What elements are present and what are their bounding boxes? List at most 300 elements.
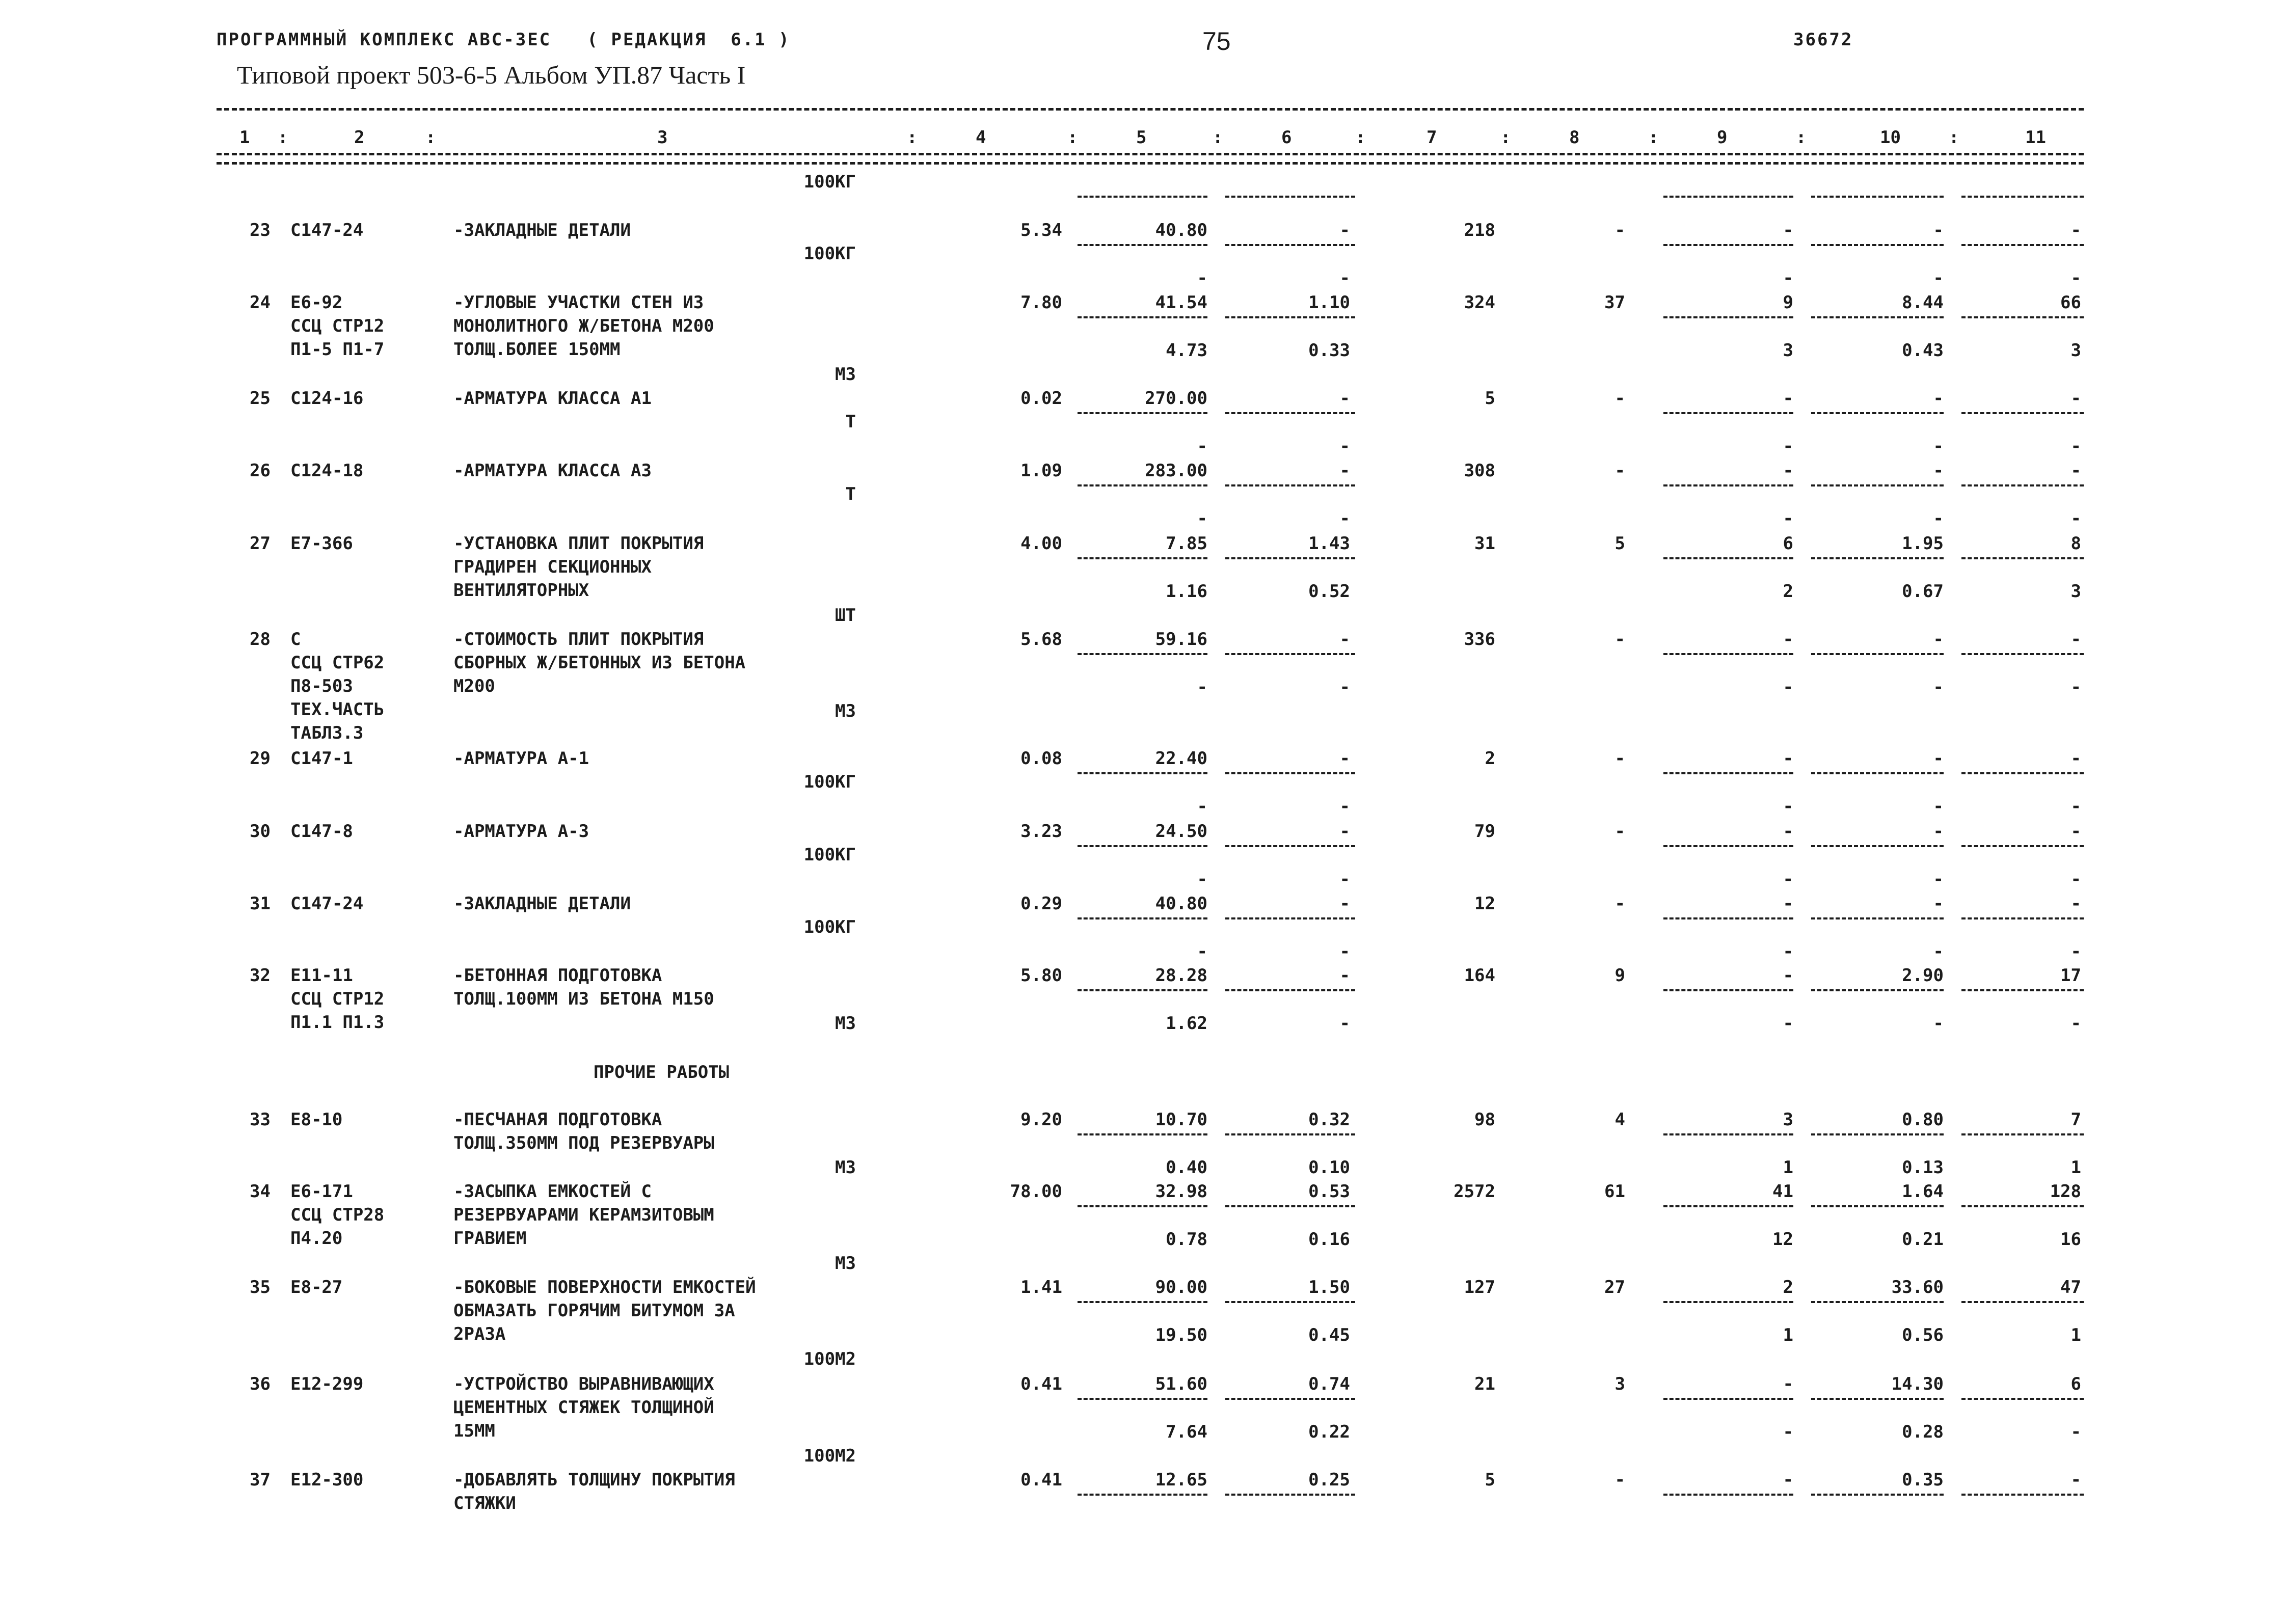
row-number: 24 (250, 292, 271, 313)
value-divider (1961, 244, 2084, 246)
value-divider (1811, 316, 1944, 318)
work-description: -ДОБАВЛЯТЬ ТОЛЩИНУ ПОКРЫТИЯ (453, 1470, 735, 1490)
value-divider (1225, 917, 1355, 919)
unit-wage-value: 1.10 (1308, 292, 1350, 313)
unit-cost-value: 40.80 (1155, 220, 1207, 240)
work-description: -УСТРОЙСТВО ВЫРАВНИВАЮЩИХ (453, 1374, 714, 1394)
machine-cost-sub-value: - (1783, 677, 1793, 697)
column-header-5: 5 (1136, 127, 1147, 148)
work-description: ТОЛЩ.350ММ ПОД РЕЗЕРВУАРЫ (453, 1133, 714, 1153)
work-description: ТОЛЩ.БОЛЕЕ 150ММ (453, 339, 621, 360)
unit-cost-value: 59.16 (1155, 629, 1207, 649)
work-description: ТОЛЩ.100ММ ИЗ БЕТОНА М150 (453, 989, 714, 1009)
unit-cost-value: 51.60 (1155, 1374, 1207, 1394)
total-cost-value: 324 (1464, 292, 1495, 313)
labor-total-value: 128 (2050, 1181, 2081, 1202)
value-divider (1811, 772, 1944, 774)
unit-wage-value: - (1339, 894, 1350, 914)
resource-code: ССЦ СТР62 (290, 653, 385, 673)
header-rule (217, 153, 2084, 155)
unit-wage-sub-value: - (1339, 268, 1350, 288)
total-wage-value: 61 (1604, 1181, 1625, 1202)
value-divider (1078, 1133, 1207, 1135)
unit-of-measure: 100КГ (803, 772, 856, 792)
value-divider (1961, 1205, 2084, 1207)
work-description: СБОРНЫХ Ж/БЕТОННЫХ ИЗ БЕТОНА (453, 653, 746, 673)
machine-cost-value: - (1783, 1470, 1793, 1490)
labor-norm-value: 1.95 (1902, 533, 1944, 554)
labor-total-sub-value: 1 (2070, 1325, 2081, 1345)
value-divider (1078, 244, 1207, 246)
value-divider (1663, 484, 1793, 486)
labor-norm-sub-value: - (1933, 508, 1944, 529)
work-description: -ПЕСЧАНАЯ ПОДГОТОВКА (453, 1109, 662, 1130)
unit-cost-value: 22.40 (1155, 748, 1207, 769)
value-divider (1663, 1398, 1793, 1400)
labor-total-value: - (2070, 821, 2081, 842)
work-description: -ЗАСЫПКА ЕМКОСТЕЙ С (453, 1181, 652, 1202)
total-cost-value: 31 (1474, 533, 1495, 554)
value-divider (1078, 1301, 1207, 1303)
value-divider (1663, 1205, 1793, 1207)
machine-cost-sub-value: - (1783, 436, 1793, 456)
quantity-value: 5.68 (1020, 629, 1062, 649)
unit-of-measure: М3 (835, 364, 856, 385)
work-description: -СТОИМОСТЬ ПЛИТ ПОКРЫТИЯ (453, 629, 704, 649)
row-number: 35 (250, 1277, 271, 1297)
machine-cost-sub-value: - (1783, 1422, 1793, 1442)
labor-total-value: 17 (2060, 965, 2081, 986)
machine-cost-value: - (1783, 821, 1793, 842)
total-cost-value: 79 (1474, 821, 1495, 842)
resource-code: С124-16 (290, 388, 364, 409)
machine-cost-value: - (1783, 965, 1793, 986)
labor-norm-sub-value: 0.43 (1902, 340, 1944, 361)
work-description: 15ММ (453, 1421, 495, 1441)
work-description: ОБМАЗАТЬ ГОРЯЧИМ БИТУМОМ ЗА (453, 1301, 735, 1321)
value-divider (1225, 1494, 1355, 1496)
column-header-1: 1 (239, 127, 250, 148)
document-code: 36672 (1793, 30, 1853, 50)
unit-of-measure: ШТ (835, 605, 856, 626)
unit-cost-sub-value: - (1197, 941, 1207, 962)
work-description: -УГЛОВЫЕ УЧАСТКИ СТЕН ИЗ (453, 292, 704, 313)
value-divider (1663, 1133, 1793, 1135)
machine-cost-sub-value: - (1783, 869, 1793, 889)
work-description: -УСТАНОВКА ПЛИТ ПОКРЫТИЯ (453, 533, 704, 554)
unit-wage-value: - (1339, 461, 1350, 481)
resource-code: ТАБЛ3.3 (290, 723, 364, 743)
unit-cost-sub-value: 7.64 (1166, 1422, 1207, 1442)
unit-cost-value: 32.98 (1155, 1181, 1207, 1202)
unit-wage-sub-value: - (1339, 869, 1350, 889)
value-divider (1811, 412, 1944, 414)
machine-cost-value: 3 (1783, 1109, 1793, 1130)
project-title: Типовой проект 503-6-5 Альбом УП.87 Часть I (237, 61, 746, 89)
labor-total-sub-value: - (2070, 677, 2081, 697)
unit-cost-value: 28.28 (1155, 965, 1207, 986)
work-description: ГРАДИРЕН СЕКЦИОННЫХ (453, 557, 652, 577)
total-wage-value: 4 (1615, 1109, 1625, 1130)
section-title: ПРОЧИЕ РАБОТЫ (594, 1062, 730, 1082)
labor-norm-sub-value: 0.21 (1902, 1229, 1944, 1250)
value-divider (1663, 653, 1793, 655)
value-divider (1225, 244, 1355, 246)
total-cost-value: 127 (1464, 1277, 1495, 1297)
value-divider (1663, 412, 1793, 414)
unit-cost-value: 90.00 (1155, 1277, 1207, 1297)
labor-norm-value: - (1933, 461, 1944, 481)
value-divider (1663, 989, 1793, 991)
unit-of-measure: 100КГ (803, 172, 856, 192)
unit-wage-value: - (1339, 821, 1350, 842)
unit-cost-sub-value: 1.16 (1166, 581, 1207, 602)
unit-of-measure: 100КГ (803, 917, 856, 937)
work-description: -АРМАТУРА КЛАССА А1 (453, 388, 652, 409)
resource-code: С147-1 (290, 748, 353, 769)
resource-code: ССЦ СТР28 (290, 1205, 385, 1225)
machine-cost-value: - (1783, 748, 1793, 769)
work-description: -ЗАКЛАДНЫЕ ДЕТАЛИ (453, 894, 631, 914)
value-divider (1078, 557, 1207, 559)
column-separator: : (1213, 127, 1223, 148)
value-divider (1078, 989, 1207, 991)
labor-norm-value: - (1933, 821, 1944, 842)
unit-wage-sub-value: 0.45 (1308, 1325, 1350, 1345)
unit-wage-sub-value: - (1339, 1013, 1350, 1034)
value-divider (1078, 1205, 1207, 1207)
value-divider (1663, 316, 1793, 318)
top-rule (217, 108, 2084, 111)
unit-cost-sub-value: 4.73 (1166, 340, 1207, 361)
unit-wage-sub-value: - (1339, 436, 1350, 456)
unit-wage-value: - (1339, 748, 1350, 769)
column-separator: : (1355, 127, 1366, 148)
quantity-value: 7.80 (1020, 292, 1062, 313)
unit-cost-sub-value: - (1197, 869, 1207, 889)
work-description: ВЕНТИЛЯТОРНЫХ (453, 580, 589, 601)
total-cost-value: 98 (1474, 1109, 1495, 1130)
row-number: 36 (250, 1374, 271, 1394)
unit-wage-value: 1.50 (1308, 1277, 1350, 1297)
work-description: М200 (453, 676, 495, 696)
total-wage-value: 27 (1604, 1277, 1625, 1297)
unit-of-measure: 100М2 (803, 1349, 856, 1369)
unit-cost-value: 40.80 (1155, 894, 1207, 914)
work-description: РЕЗЕРВУАРАМИ КЕРАМЗИТОВЫМ (453, 1205, 714, 1225)
value-divider (1961, 989, 2084, 991)
column-separator: : (1949, 127, 1959, 148)
value-divider (1811, 484, 1944, 486)
labor-norm-sub-value: 0.28 (1902, 1422, 1944, 1442)
value-divider (1961, 772, 2084, 774)
unit-of-measure: 100КГ (803, 845, 856, 865)
value-divider (1225, 412, 1355, 414)
value-divider (1078, 1494, 1207, 1496)
work-description: -АРМАТУРА А-1 (453, 748, 589, 769)
value-divider (1078, 1398, 1207, 1400)
row-number: 34 (250, 1181, 271, 1202)
machine-cost-value: - (1783, 220, 1793, 240)
value-divider (1663, 557, 1793, 559)
labor-norm-value: 2.90 (1902, 965, 1944, 986)
value-divider (1663, 244, 1793, 246)
value-divider (1811, 653, 1944, 655)
labor-total-value: - (2070, 461, 2081, 481)
machine-cost-sub-value: 1 (1783, 1157, 1793, 1178)
labor-norm-value: 33.60 (1891, 1277, 1944, 1297)
value-divider (1961, 484, 2084, 486)
row-number: 27 (250, 533, 271, 554)
work-description: ЦЕМЕНТНЫХ СТЯЖЕК ТОЛЩИНОЙ (453, 1397, 714, 1418)
total-wage-value: - (1615, 388, 1625, 409)
value-divider (1078, 316, 1207, 318)
resource-code: Е8-10 (290, 1109, 343, 1130)
unit-wage-sub-value: 0.10 (1308, 1157, 1350, 1178)
value-divider (1225, 316, 1355, 318)
unit-of-measure: М3 (835, 1013, 856, 1034)
value-divider (1961, 917, 2084, 919)
unit-wage-value: - (1339, 629, 1350, 649)
row-number: 25 (250, 388, 271, 409)
labor-norm-value: - (1933, 388, 1944, 409)
total-cost-value: 336 (1464, 629, 1495, 649)
resource-code: П8-503 (290, 676, 353, 696)
machine-cost-sub-value: 2 (1783, 581, 1793, 602)
labor-total-value: - (2070, 388, 2081, 409)
machine-cost-sub-value: - (1783, 796, 1793, 817)
machine-cost-sub-value: 1 (1783, 1325, 1793, 1345)
labor-total-value: - (2070, 1470, 2081, 1490)
row-number: 33 (250, 1109, 271, 1130)
column-separator: : (278, 127, 288, 148)
labor-total-sub-value: - (2070, 796, 2081, 817)
value-divider (1811, 1398, 1944, 1400)
total-cost-value: 5 (1485, 1470, 1495, 1490)
resource-code: С124-18 (290, 461, 364, 481)
resource-code: П1.1 П1.3 (290, 1012, 385, 1033)
machine-cost-sub-value: 12 (1772, 1229, 1793, 1250)
labor-norm-sub-value: 0.67 (1902, 581, 1944, 602)
row-number: 23 (250, 220, 271, 240)
value-divider (1811, 244, 1944, 246)
labor-norm-sub-value: - (1933, 677, 1944, 697)
labor-total-value: - (2070, 748, 2081, 769)
labor-total-sub-value: 1 (2070, 1157, 2081, 1178)
unit-cost-sub-value: - (1197, 796, 1207, 817)
resource-code: ССЦ СТР12 (290, 316, 385, 336)
column-separator: : (1648, 127, 1659, 148)
total-wage-value: - (1615, 821, 1625, 842)
resource-code: ССЦ СТР12 (290, 989, 385, 1009)
labor-norm-value: - (1933, 748, 1944, 769)
unit-wage-value: 0.53 (1308, 1181, 1350, 1202)
resource-code: Е12-300 (290, 1470, 364, 1490)
unit-wage-sub-value: 0.22 (1308, 1422, 1350, 1442)
value-divider (1961, 412, 2084, 414)
labor-norm-sub-value: - (1933, 796, 1944, 817)
value-divider (1078, 772, 1207, 774)
value-divider (1961, 196, 2084, 198)
resource-code: С (290, 629, 301, 649)
quantity-value: 1.41 (1020, 1277, 1062, 1297)
column-header-11: 11 (2025, 127, 2046, 148)
labor-total-sub-value: - (2070, 1013, 2081, 1034)
quantity-value: 78.00 (1010, 1181, 1062, 1202)
quantity-value: 0.41 (1020, 1470, 1062, 1490)
row-number: 26 (250, 461, 271, 481)
quantity-value: 3.23 (1020, 821, 1062, 842)
labor-total-sub-value: - (2070, 869, 2081, 889)
labor-norm-value: 8.44 (1902, 292, 1944, 313)
labor-norm-value: 0.35 (1902, 1470, 1944, 1490)
quantity-value: 5.80 (1020, 965, 1062, 986)
work-description: 2РАЗА (453, 1324, 506, 1344)
value-divider (1225, 196, 1355, 198)
value-divider (1663, 917, 1793, 919)
unit-of-measure: 100М2 (803, 1446, 856, 1466)
resource-code: С147-24 (290, 220, 364, 240)
unit-cost-sub-value: 0.78 (1166, 1229, 1207, 1250)
unit-wage-sub-value: 0.52 (1308, 581, 1350, 602)
value-divider (1225, 1398, 1355, 1400)
total-wage-value: 3 (1615, 1374, 1625, 1394)
page-number: 75 (1202, 27, 1231, 56)
labor-norm-value: 1.64 (1902, 1181, 1944, 1202)
total-cost-value: 5 (1485, 388, 1495, 409)
value-divider (1078, 484, 1207, 486)
unit-cost-sub-value: - (1197, 268, 1207, 288)
quantity-value: 9.20 (1020, 1109, 1062, 1130)
value-divider (1663, 772, 1793, 774)
value-divider (1811, 1205, 1944, 1207)
resource-code: Е6-171 (290, 1181, 353, 1202)
resource-code: Е8-27 (290, 1277, 343, 1297)
work-description: -БОКОВЫЕ ПОВЕРХНОСТИ ЕМКОСТЕЙ (453, 1277, 756, 1297)
resource-code: Е7-366 (290, 533, 353, 554)
work-description: СТЯЖКИ (453, 1493, 516, 1513)
unit-cost-value: 7.85 (1166, 533, 1207, 554)
unit-wage-sub-value: - (1339, 796, 1350, 817)
value-divider (1225, 845, 1355, 847)
column-header-2: 2 (354, 127, 365, 148)
value-divider (1225, 484, 1355, 486)
value-divider (1663, 1301, 1793, 1303)
labor-total-sub-value: - (2070, 436, 2081, 456)
value-divider (1961, 845, 2084, 847)
resource-code: П4.20 (290, 1228, 343, 1249)
labor-norm-value: - (1933, 220, 1944, 240)
resource-code: С147-8 (290, 821, 353, 842)
labor-total-sub-value: - (2070, 941, 2081, 962)
value-divider (1961, 1133, 2084, 1135)
column-header-7: 7 (1427, 127, 1437, 148)
unit-wage-sub-value: - (1339, 508, 1350, 529)
total-cost-value: 218 (1464, 220, 1495, 240)
total-cost-value: 12 (1474, 894, 1495, 914)
value-divider (1225, 653, 1355, 655)
quantity-value: 0.41 (1020, 1374, 1062, 1394)
value-divider (1225, 772, 1355, 774)
unit-cost-sub-value: - (1197, 436, 1207, 456)
labor-norm-sub-value: - (1933, 869, 1944, 889)
quantity-value: 4.00 (1020, 533, 1062, 554)
value-divider (1078, 412, 1207, 414)
total-cost-value: 2 (1485, 748, 1495, 769)
row-number: 32 (250, 965, 271, 986)
quantity-value: 0.29 (1020, 894, 1062, 914)
resource-code: ТЕХ.ЧАСТЬ (290, 699, 385, 720)
labor-norm-sub-value: - (1933, 1013, 1944, 1034)
value-divider (1961, 557, 2084, 559)
labor-norm-value: - (1933, 894, 1944, 914)
work-description: -АРМАТУРА А-3 (453, 821, 589, 842)
quantity-value: 0.02 (1020, 388, 1062, 409)
labor-norm-sub-value: 0.56 (1902, 1325, 1944, 1345)
machine-cost-sub-value: - (1783, 1013, 1793, 1034)
total-cost-value: 21 (1474, 1374, 1495, 1394)
work-description: -ЗАКЛАДНЫЕ ДЕТАЛИ (453, 220, 631, 240)
value-divider (1961, 1301, 2084, 1303)
total-wage-value: - (1615, 629, 1625, 649)
value-divider (1663, 196, 1793, 198)
resource-code: Е6-92 (290, 292, 343, 313)
labor-total-value: - (2070, 629, 2081, 649)
value-divider (1078, 845, 1207, 847)
unit-of-measure: Т (845, 484, 856, 504)
labor-norm-value: 0.80 (1902, 1109, 1944, 1130)
value-divider (1961, 653, 2084, 655)
unit-wage-sub-value: 0.16 (1308, 1229, 1350, 1250)
value-divider (1811, 1133, 1944, 1135)
work-description: МОНОЛИТНОГО Ж/БЕТОНА М200 (453, 316, 714, 336)
column-header-9: 9 (1717, 127, 1728, 148)
labor-total-value: - (2070, 894, 2081, 914)
column-header-3: 3 (657, 127, 668, 148)
labor-total-value: 47 (2060, 1277, 2081, 1297)
total-cost-value: 164 (1464, 965, 1495, 986)
quantity-value: 1.09 (1020, 461, 1062, 481)
value-divider (1811, 1494, 1944, 1496)
unit-wage-sub-value: 0.33 (1308, 340, 1350, 361)
column-header-6: 6 (1281, 127, 1292, 148)
labor-norm-value: - (1933, 629, 1944, 649)
work-description: ГРАВИЕМ (453, 1228, 527, 1249)
machine-cost-value: 2 (1783, 1277, 1793, 1297)
total-wage-value: - (1615, 220, 1625, 240)
quantity-value: 0.08 (1020, 748, 1062, 769)
unit-cost-value: 283.00 (1145, 461, 1207, 481)
value-divider (1225, 1205, 1355, 1207)
labor-norm-sub-value: - (1933, 268, 1944, 288)
resource-code: П1-5 П1-7 (290, 339, 385, 360)
row-number: 31 (250, 894, 271, 914)
value-divider (1663, 845, 1793, 847)
total-cost-value: 2572 (1454, 1181, 1495, 1202)
total-wage-value: 5 (1615, 533, 1625, 554)
value-divider (1225, 989, 1355, 991)
unit-cost-value: 12.65 (1155, 1470, 1207, 1490)
row-number: 28 (250, 629, 271, 649)
unit-cost-sub-value: 1.62 (1166, 1013, 1207, 1034)
labor-norm-sub-value: - (1933, 941, 1944, 962)
column-header-10: 10 (1880, 127, 1901, 148)
unit-wage-value: - (1339, 965, 1350, 986)
total-wage-value: - (1615, 894, 1625, 914)
value-divider (1078, 917, 1207, 919)
row-number: 29 (250, 748, 271, 769)
unit-cost-value: 41.54 (1155, 292, 1207, 313)
